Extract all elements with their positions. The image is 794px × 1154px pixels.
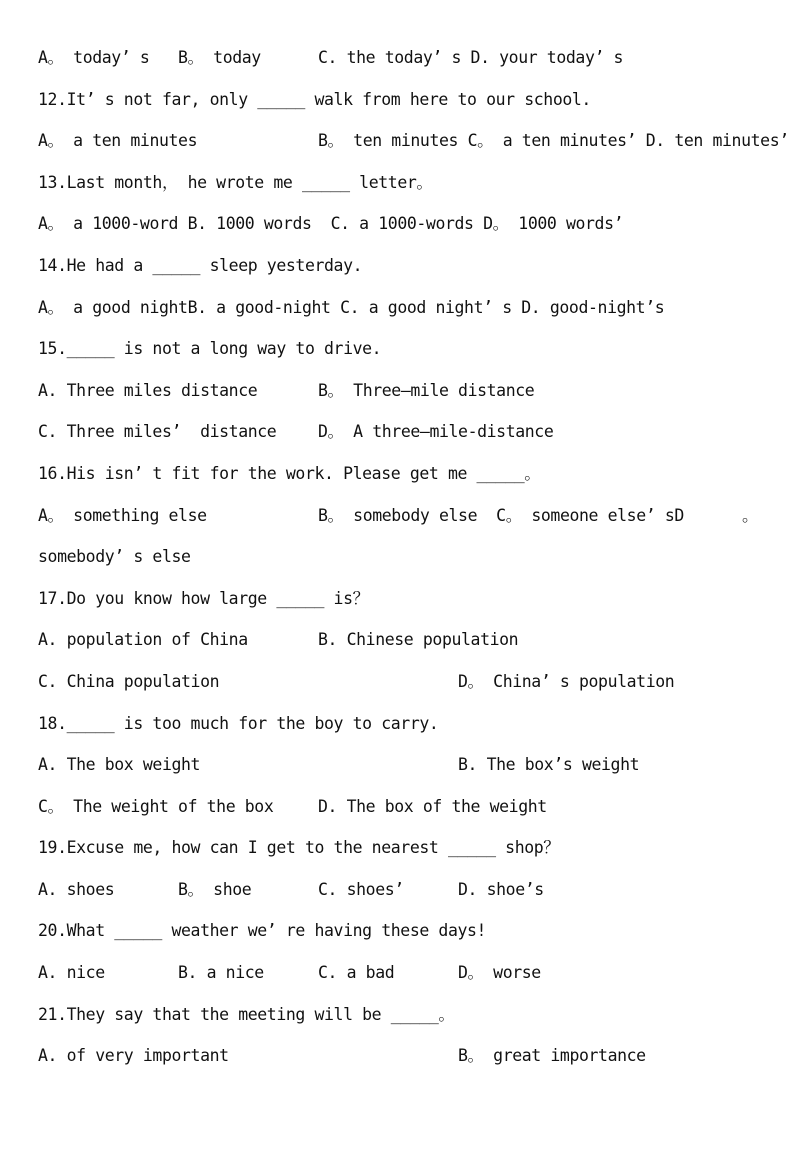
option-c: C。 The weight of the box [38,796,274,816]
option-line [38,210,768,252]
option-d: D. shoe’s [458,879,544,899]
question-text: 12.It’ s not far, only _____ walk from here to our school. [38,89,591,109]
question-text: 20.What _____ weather we’ re having these days! [38,921,487,941]
option-line [38,294,768,336]
option-b: B。 great importance [458,1046,646,1066]
option-d: D。 A three—mile-distance [318,422,554,442]
option-a: A。 something else [38,505,207,525]
option-a: A. shoes [38,879,115,899]
option-line [38,127,789,169]
question-text: 14.He had a _____ sleep yesterday. [38,255,363,275]
option-b-c-d: B。 ten minutes C。 a ten minutes’ D. ten minutes’ [318,131,789,151]
option-a: A。 today’ s [38,48,150,67]
question-text: 13.Last month， he wrote me _____ letter。 [38,172,433,192]
options-text: A。 a 1000-word B. 1000 words C. a 1000-words D。 1000 words’ [38,214,624,234]
question-text: 19.Excuse me, how can I get to the nearest _____ shop？ [38,838,560,858]
option-b: B。 Three—mile distance [318,380,535,400]
document-page [38,44,789,1084]
option-b: B. The box’s weight [458,755,640,775]
option-line [38,377,768,419]
option-b: B。 today [178,48,261,67]
question-16 [38,460,768,502]
option-d-mark: 。 [742,505,759,525]
option-a: A. of very important [38,1046,229,1066]
option-a: A. Three miles distance [38,380,258,400]
option-b: B. a nice [178,963,264,983]
option-line [38,876,768,918]
option-d-text: somebody’ s else [38,547,191,567]
option-b: B。 shoe [178,879,252,899]
options-text: A。 a good nightB. a good-night C. a good night’ s D. good-night’s [38,297,665,317]
question-14 [38,252,768,294]
option-c: C. Three miles’ distance [38,422,277,442]
option-line [38,626,768,668]
option-c-d: C. the today’ s D. your today’ s [318,48,624,67]
question-12 [38,86,768,128]
option-line-continued [38,543,768,585]
option-line [38,959,768,1001]
option-a: A. The box weight [38,755,201,775]
option-c: C. China population [38,671,220,691]
question-13 [38,169,768,211]
option-b-c-d: B。 somebody else C。 someone else’ sD [318,505,684,525]
option-line [38,1042,768,1084]
option-line [38,668,768,710]
option-c: C. shoes’ [318,879,404,899]
question-19 [38,834,768,876]
option-d: D。 China’ s population [458,671,675,691]
question-15 [38,335,768,377]
option-line [38,751,768,793]
question-18 [38,710,768,752]
option-line [38,418,768,460]
option-a: A. nice [38,963,105,983]
question-text: 17.Do you know how large _____ is？ [38,588,369,608]
question-20 [38,917,768,959]
option-line [38,502,768,544]
option-line [38,44,768,86]
option-a: A. population of China [38,630,248,650]
option-d: D. The box of the weight [318,796,547,816]
question-text: 21.They say that the meeting will be _____。 [38,1004,455,1024]
option-a: A。 a ten minutes [38,131,198,151]
question-17 [38,585,768,627]
option-b: B. Chinese population [318,630,519,650]
question-text: 15._____ is not a long way to drive. [38,339,382,359]
option-c: C. a bad [318,963,395,983]
question-21 [38,1001,768,1043]
question-text: 16.His isn’ t fit for the work. Please get me _____。 [38,463,541,483]
option-d: D。 worse [458,963,541,983]
question-text: 18._____ is too much for the boy to carry. [38,713,439,733]
option-line [38,793,768,835]
